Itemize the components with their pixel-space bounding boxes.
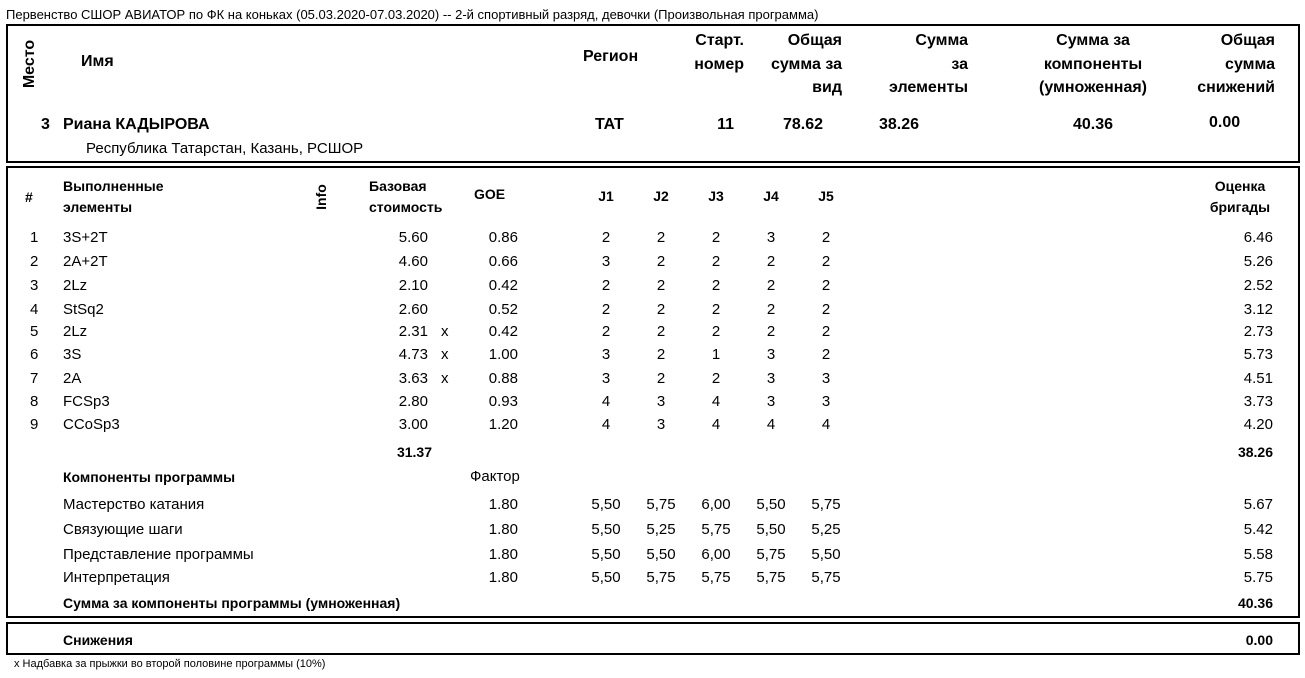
component-judge-score-5: 5,25: [811, 521, 841, 538]
judge-score-1: 2: [601, 301, 611, 318]
col-start-header: [668, 29, 744, 76]
component-score: 5.75: [1243, 569, 1273, 586]
element-row: [0, 253, 1305, 273]
judge-score-2: 3: [656, 416, 666, 433]
judge-score-2: 2: [656, 323, 666, 340]
element-code: 2Lz: [63, 323, 88, 340]
judge-score-2: 2: [656, 301, 666, 318]
component-judge-score-2: 5,25: [646, 521, 676, 538]
element-number: 3: [30, 277, 39, 294]
component-judge-score-4: 5,75: [756, 546, 786, 563]
element-row: [0, 301, 1305, 321]
col-base-line1: Базовая: [369, 178, 427, 194]
col-deductions-line3: снижений: [1197, 79, 1275, 96]
component-judge-score-4: 5,50: [756, 521, 786, 538]
element-number: 6: [30, 346, 39, 363]
component-judge-score-5: 5,75: [811, 496, 841, 513]
element-base-value: 2.60: [398, 301, 428, 318]
judge-score-3: 2: [711, 253, 721, 270]
judge-score-5: 3: [821, 393, 831, 410]
element-goe: 0.42: [488, 277, 518, 294]
judge-score-5: 2: [821, 253, 831, 270]
component-judge-score-5: 5,50: [811, 546, 841, 563]
judge-score-1: 3: [601, 346, 611, 363]
judge-score-1: 3: [601, 253, 611, 270]
component-judge-score-5: 5,75: [811, 569, 841, 586]
col-elements-line2: за: [951, 55, 968, 73]
col-deductions-line1: Общая: [1220, 32, 1275, 49]
element-row: [0, 416, 1305, 436]
element-number: 4: [30, 301, 39, 318]
component-judge-score-3: 5,75: [701, 521, 731, 538]
component-judge-score-2: 5,75: [646, 569, 676, 586]
components-title: Компоненты программы: [63, 469, 236, 485]
judge-score-5: 2: [821, 277, 831, 294]
element-panel-score: 4.51: [1243, 370, 1273, 387]
col-total-line1: Общая: [787, 32, 842, 49]
element-panel-score: 2.73: [1243, 323, 1273, 340]
col-region-header: Регион: [583, 48, 639, 65]
element-info-mark: x: [441, 323, 449, 340]
col-elements-line3: элементы: [889, 79, 968, 96]
judge-score-3: 2: [711, 277, 721, 294]
element-goe: 0.93: [488, 393, 518, 410]
element-base-value: 3.00: [398, 416, 428, 433]
element-row: [0, 370, 1305, 390]
col-executed-line2: элементы: [63, 199, 133, 215]
element-row: [0, 346, 1305, 366]
component-judge-score-3: 6,00: [701, 496, 731, 513]
skater-place: 3: [41, 116, 50, 133]
skater-total-score: 78.62: [782, 116, 824, 133]
col-goe-header: GOE: [474, 186, 506, 202]
component-factor: 1.80: [488, 546, 518, 563]
skater-region: TAT: [595, 116, 624, 133]
col-start-line1: Старт.: [695, 32, 744, 49]
judge-score-3: 2: [711, 301, 721, 318]
judge-score-4: 2: [766, 253, 776, 270]
skater-name: Риана КАДЫРОВА: [63, 116, 210, 133]
component-judge-score-3: 6,00: [701, 546, 731, 563]
element-row: [0, 393, 1305, 413]
col-components-line3: (умноженная): [1039, 79, 1147, 96]
component-factor: 1.80: [488, 521, 518, 538]
judge-score-5: 4: [821, 416, 831, 433]
element-base-value: 4.73: [398, 346, 428, 363]
col-executed-line1: Выполненные: [63, 178, 164, 194]
element-code: StSq2: [63, 301, 104, 318]
factor-label: Фактор: [470, 468, 520, 485]
col-start-line2: номер: [694, 55, 744, 73]
summary-box: [6, 24, 1300, 163]
judge-score-2: 2: [656, 370, 666, 387]
judge-score-2: 2: [656, 346, 666, 363]
element-panel-score: 3.12: [1243, 301, 1273, 318]
component-name: Интерпретация: [63, 569, 170, 586]
judge-score-1: 3: [601, 370, 611, 387]
col-elements-header: [868, 29, 968, 100]
element-info-mark: x: [441, 370, 449, 387]
element-number: 1: [30, 229, 39, 246]
element-base-value: 5.60: [398, 229, 428, 246]
col-deductions-line2: сумма: [1225, 55, 1275, 73]
component-judge-score-1: 5,50: [591, 496, 621, 513]
judge-header-4: J4: [763, 188, 779, 204]
element-goe: 0.66: [488, 253, 518, 270]
footnote: x Надбавка за прыжки во второй половине программы (10%): [14, 658, 326, 670]
element-code: 3S: [63, 346, 82, 363]
judge-header-3: J3: [708, 188, 724, 204]
element-number: 8: [30, 393, 39, 410]
judge-score-5: 2: [821, 301, 831, 318]
judge-score-3: 2: [711, 370, 721, 387]
component-judge-score-4: 5,50: [756, 496, 786, 513]
element-goe: 0.52: [488, 301, 518, 318]
skater-components-score: 40.36: [1072, 116, 1114, 133]
col-panel-header: [1200, 176, 1280, 218]
col-total-line3: вид: [812, 79, 842, 96]
col-panel-line2: бригады: [1209, 199, 1271, 215]
judge-score-3: 4: [711, 416, 721, 433]
judge-header-5: J5: [818, 188, 834, 204]
element-code: 2Lz: [63, 277, 88, 294]
component-row: [0, 569, 1305, 589]
component-row: [0, 496, 1305, 516]
element-row: [0, 229, 1305, 249]
judge-score-1: 2: [601, 229, 611, 246]
component-judge-score-4: 5,75: [756, 569, 786, 586]
col-executed-header: [63, 176, 164, 218]
judge-header-1: J1: [598, 188, 614, 204]
judge-score-1: 2: [601, 277, 611, 294]
deductions-box: [6, 622, 1300, 655]
components-total-label: Сумма за компоненты программы (умноженная): [63, 595, 401, 611]
col-info-header: Info: [313, 184, 329, 210]
col-components-line1: Сумма за: [1056, 32, 1130, 49]
component-name: Связующие шаги: [63, 521, 183, 538]
skater-start-number: 11: [717, 116, 734, 133]
judge-score-3: 2: [711, 323, 721, 340]
col-num-header: #: [25, 189, 33, 205]
component-judge-score-2: 5,50: [646, 546, 676, 563]
judge-score-5: 3: [821, 370, 831, 387]
document-title: Первенство СШОР АВИАТОР по ФК на коньках (05.03.2020-07.03.2020) -- 2-й спортивный разряд, девочки (Произвольная программа): [6, 7, 819, 22]
element-base-value: 2.80: [398, 393, 428, 410]
component-judge-score-2: 5,75: [646, 496, 676, 513]
judge-score-5: 2: [821, 229, 831, 246]
judge-score-4: 3: [766, 393, 776, 410]
judge-score-4: 3: [766, 346, 776, 363]
element-panel-score: 5.26: [1243, 253, 1273, 270]
element-code: CCoSp3: [63, 416, 120, 433]
element-number: 7: [30, 370, 39, 387]
deductions-value: 0.00: [1245, 632, 1273, 648]
judge-score-5: 2: [821, 346, 831, 363]
judge-score-4: 4: [766, 416, 776, 433]
judge-score-2: 2: [656, 277, 666, 294]
component-judge-score-1: 5,50: [591, 569, 621, 586]
base-value-total: 31.37: [396, 444, 432, 460]
element-goe: 1.20: [488, 416, 518, 433]
components-total-value: 40.36: [1237, 595, 1273, 611]
element-base-value: 4.60: [398, 253, 428, 270]
component-row: [0, 546, 1305, 566]
element-code: 3S+2T: [63, 229, 108, 246]
judge-score-3: 4: [711, 393, 721, 410]
judge-score-4: 2: [766, 277, 776, 294]
col-base-header: [369, 176, 442, 218]
col-components-line2: компоненты: [1043, 55, 1143, 73]
element-number: 5: [30, 323, 39, 340]
deductions-label: Снижения: [63, 632, 133, 648]
component-judge-score-3: 5,75: [701, 569, 731, 586]
col-base-line2: стоимость: [369, 199, 443, 215]
element-code: 2A: [63, 370, 82, 387]
element-goe: 0.42: [488, 323, 518, 340]
component-score: 5.67: [1243, 496, 1273, 513]
judge-score-2: 3: [656, 393, 666, 410]
component-factor: 1.80: [488, 496, 518, 513]
judge-score-5: 2: [821, 323, 831, 340]
judge-score-4: 2: [766, 323, 776, 340]
judge-score-4: 3: [766, 370, 776, 387]
element-base-value: 2.10: [398, 277, 428, 294]
col-total-header: [748, 29, 842, 100]
col-components-header: [1008, 29, 1178, 100]
col-place-header: Место: [21, 39, 38, 89]
element-info-mark: x: [441, 346, 449, 363]
component-name: Мастерство катания: [63, 496, 205, 513]
element-code: FCSp3: [63, 393, 110, 410]
element-row: [0, 323, 1305, 343]
judge-score-2: 2: [656, 229, 666, 246]
element-panel-score: 6.46: [1243, 229, 1273, 246]
judge-header-2: J2: [653, 188, 669, 204]
element-number: 2: [30, 253, 39, 270]
component-score: 5.58: [1243, 546, 1273, 563]
judge-score-4: 2: [766, 301, 776, 318]
element-goe: 0.88: [488, 370, 518, 387]
col-panel-line1: Оценка: [1214, 178, 1266, 194]
col-total-line2: сумма за: [770, 55, 842, 73]
judge-score-4: 3: [766, 229, 776, 246]
judge-score-2: 2: [656, 253, 666, 270]
element-goe: 1.00: [488, 346, 518, 363]
skater-deductions: 0.00: [1209, 114, 1241, 131]
judge-score-3: 1: [711, 346, 721, 363]
skater-elements-score: 38.26: [879, 116, 920, 133]
elements-score-total: 38.26: [1237, 444, 1273, 460]
element-goe: 0.86: [488, 229, 518, 246]
col-elements-line1: Сумма: [915, 32, 968, 49]
element-base-value: 3.63: [398, 370, 428, 387]
element-number: 9: [30, 416, 39, 433]
component-score: 5.42: [1243, 521, 1273, 538]
element-row: [0, 277, 1305, 297]
component-row: [0, 521, 1305, 541]
component-judge-score-1: 5,50: [591, 521, 621, 538]
component-name: Представление программы: [63, 546, 254, 563]
skater-club: Республика Татарстан, Казань, РСШОР: [86, 140, 364, 157]
element-panel-score: 5.73: [1243, 346, 1273, 363]
col-name-header: Имя: [81, 53, 114, 70]
component-judge-score-1: 5,50: [591, 546, 621, 563]
element-panel-score: 3.73: [1243, 393, 1273, 410]
judge-score-1: 4: [601, 393, 611, 410]
judge-score-1: 2: [601, 323, 611, 340]
element-code: 2A+2T: [63, 253, 108, 270]
element-panel-score: 4.20: [1243, 416, 1273, 433]
judge-score-3: 2: [711, 229, 721, 246]
element-panel-score: 2.52: [1243, 277, 1273, 294]
element-base-value: 2.31: [398, 323, 428, 340]
component-factor: 1.80: [488, 569, 518, 586]
judge-score-1: 4: [601, 416, 611, 433]
col-deductions-header: [1178, 29, 1275, 100]
